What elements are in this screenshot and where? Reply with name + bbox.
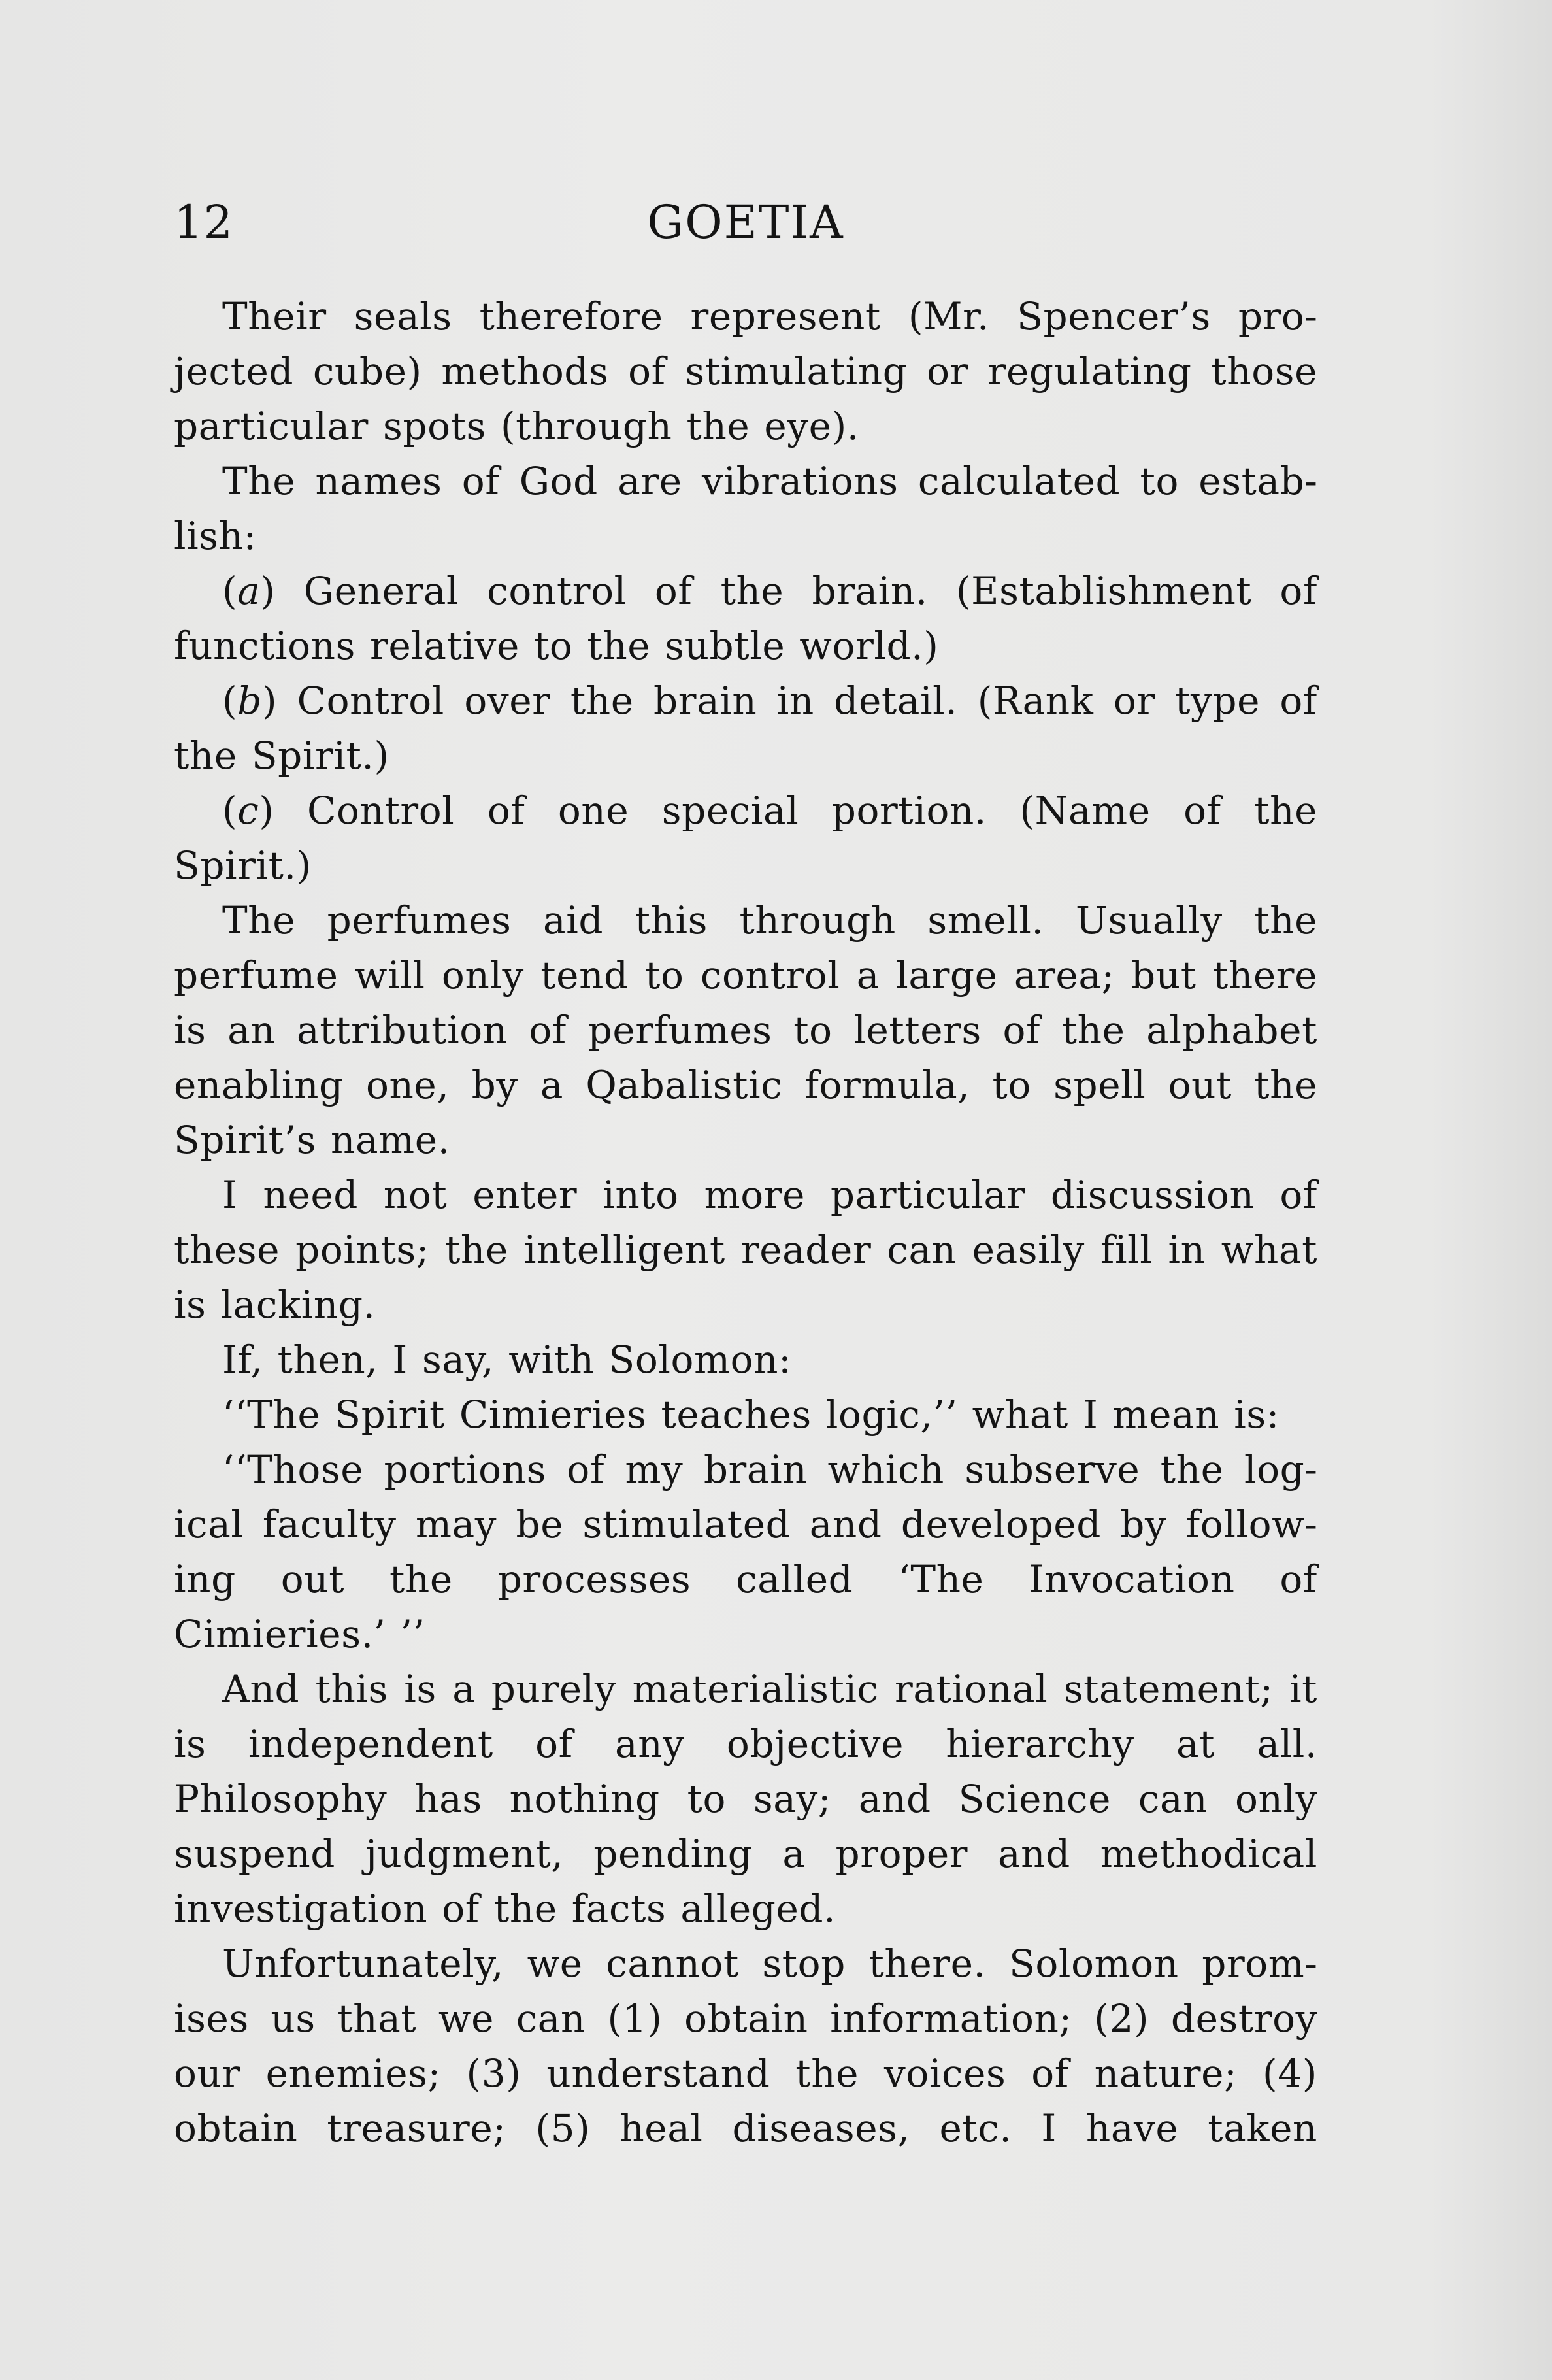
item-letter: b xyxy=(237,679,262,723)
paragraph-seals: Their seals therefore represent (Mr. Spencer’s projected cube) methods of stimulating or regulating those particular spots (through the eye). xyxy=(174,294,1317,448)
paragraph-cimieries-quote: ‘‘The Spirit Cimieries teaches logic,’’ what I mean is: xyxy=(222,1392,1280,1437)
paragraph-item-c: (c) Control of one special portion. (Name of the Spirit.) xyxy=(174,788,1318,888)
item-letter: a xyxy=(237,569,261,613)
paragraph-unfortunately: Unfortunately, we cannot stop there. Solomon promises us that we can (1) obtain information; (2) destroy our enemies; (3) understand the voices of nature; (4) obtain treasure; (5) heal diseases, etc. I have taken xyxy=(174,1941,1317,2151)
paragraph-perfumes: The perfumes aid this through smell. Usually the perfume will only tend to control a large area; but there is an attribution of perfumes to letters of the alphabet enabling one, by a Qabalistic formula, to spell out the Spirit’s name. xyxy=(174,898,1317,1162)
item-letter: c xyxy=(237,788,259,833)
paragraph-names-of-god: The names of God are vibrations calculated to establish: xyxy=(174,459,1317,558)
paragraph-item-a: (a) General control of the brain. (Establishment of functions relative to the subtle world.) xyxy=(174,569,1318,668)
paragraph-solomon: If, then, I say, with Solomon: xyxy=(222,1337,792,1382)
body-text xyxy=(174,289,1317,2156)
paragraph-brain-portions: ‘‘Those portions of my brain which subserve the logical faculty may be stimulated and developed by following out the processes called ‘The Invocation of Cimieries.’ ’’ xyxy=(174,1447,1317,1656)
item-text: Control of one special portion. (Name of the Spirit.) xyxy=(174,788,1318,888)
page-number: 12 xyxy=(174,195,234,249)
paragraph-materialistic: And this is a purely materialistic rational statement; it is independent of any objective hierarchy at all. Philosophy has nothing to say; and Science can only suspend judgment, pending a proper and methodical investigation of the facts alleged. xyxy=(174,1667,1317,1931)
paragraph-item-b: (b) Control over the brain in detail. (Rank or type of the Spirit.) xyxy=(174,679,1317,778)
running-title: GOETIA xyxy=(647,195,844,249)
page-header xyxy=(174,190,1317,261)
item-text: General control of the brain. (Establishment of functions relative to the subtle world.) xyxy=(174,569,1318,668)
item-text: Control over the brain in detail. (Rank or type of the Spirit.) xyxy=(174,679,1317,778)
paragraph-discussion: I need not enter into more particular discussion of these points; the intelligent reader can easily fill in what is lacking. xyxy=(174,1173,1317,1327)
